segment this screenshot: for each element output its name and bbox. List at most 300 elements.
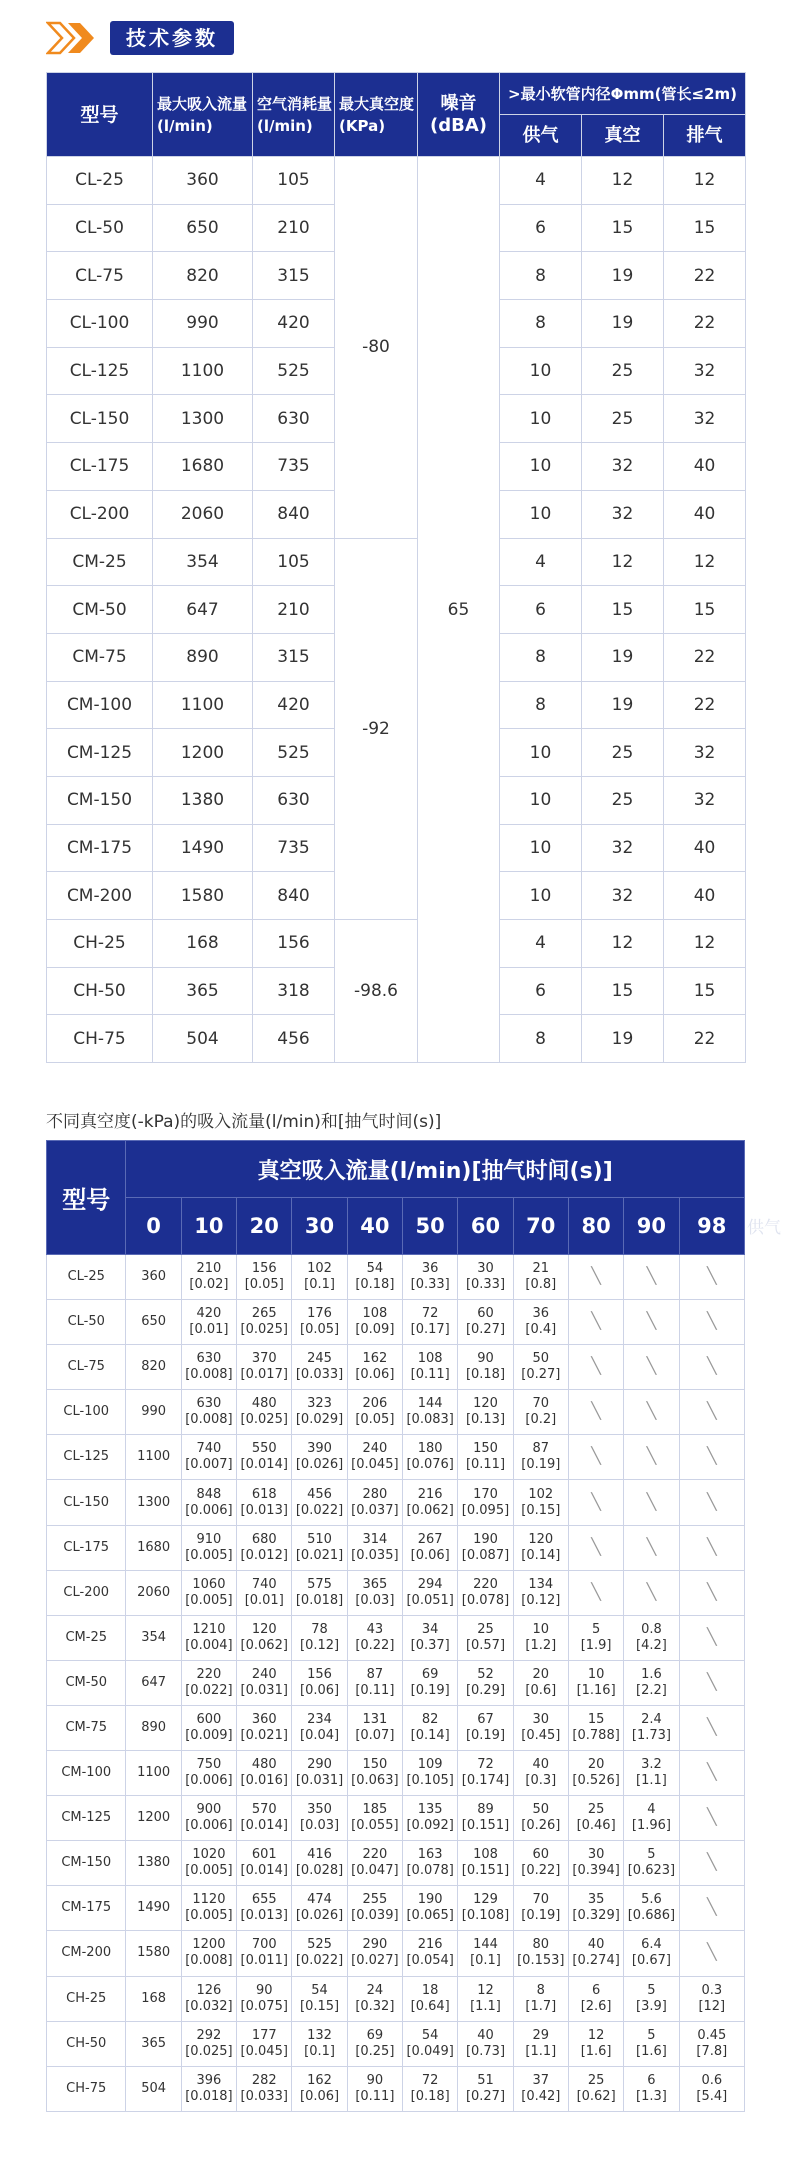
flow-value: 30: [587, 1847, 605, 1863]
evac-time: [2.6]: [580, 1998, 612, 2014]
flow-value: 34: [421, 1621, 439, 1637]
flow-value: 90: [477, 1351, 494, 1367]
evac-time: [1.3]: [636, 2088, 667, 2104]
evac-time: [0.075]: [240, 1998, 288, 2014]
flow-value: 35: [587, 1892, 605, 1908]
evac-time: [0.174]: [461, 1773, 510, 1789]
flow-value: 18: [421, 1982, 439, 1998]
evac-time: [0.45]: [521, 1727, 561, 1743]
flow-value: 40: [532, 1757, 550, 1773]
spec-model: CM-200: [47, 872, 153, 920]
flow-value: 102: [307, 1261, 332, 1277]
flow-cell: [458, 1751, 513, 1796]
flow-cell: [237, 1435, 292, 1480]
evac-time: [0.22]: [355, 1637, 395, 1653]
flow-value: 72: [421, 2072, 439, 2088]
spec-vacuum: 12: [582, 920, 664, 968]
flow-cell: [568, 1615, 623, 1660]
flow-value: 1200: [192, 1937, 226, 1953]
evac-time: [0.329]: [572, 1908, 620, 1924]
col-hose-group-header: >最小软管内径Φmm(管长≤2m): [500, 73, 746, 115]
evac-time: [0.018]: [295, 1592, 344, 1608]
evac-time: [2.2]: [636, 1682, 667, 1698]
flow-cell: [181, 1570, 236, 1615]
flow-cell: [181, 1525, 236, 1570]
flow-value: 282: [251, 2072, 277, 2088]
flow-cell: [624, 1931, 679, 1976]
flow-cell: [347, 1345, 402, 1390]
flow-value: 20: [532, 1666, 550, 1682]
not-applicable-slash: ╲: [591, 1491, 601, 1511]
flow-cell: [513, 1841, 568, 1886]
flow-table: [46, 1140, 745, 2112]
vacuum-level-header: 70: [513, 1198, 568, 1255]
evac-time: [0.11]: [410, 1367, 450, 1383]
spec-supply: 6: [500, 586, 582, 634]
flow-row: [47, 1751, 745, 1796]
spec-max-flow: 1490: [153, 824, 253, 872]
spec-model: CH-25: [47, 920, 153, 968]
flow-value: 245: [307, 1351, 332, 1367]
flow-value: 267: [417, 1531, 443, 1547]
flow-cell: [513, 1705, 568, 1750]
evac-time: [0.73]: [465, 2043, 506, 2059]
evac-time: [0.008]: [185, 1412, 233, 1428]
flow-value: 126: [196, 1982, 222, 1998]
evac-time: [0.686]: [627, 1908, 676, 1924]
flow-row: [47, 1255, 745, 1300]
flow-cell: [181, 1705, 236, 1750]
flow-value: 50: [532, 1351, 550, 1367]
flow-model: CL-175: [47, 1525, 126, 1570]
evac-time: [0.008]: [185, 1367, 233, 1383]
flow-cell: [679, 1570, 744, 1615]
flow-cell: [458, 1796, 513, 1841]
flow-cell: [624, 1345, 679, 1390]
flow-base: 1580: [126, 1931, 181, 1976]
spec-vacuum: 25: [582, 776, 664, 824]
evac-time: [0.1]: [470, 1953, 501, 1969]
evac-time: [0.19]: [521, 1457, 561, 1473]
evac-time: [1.73]: [631, 1727, 671, 1743]
flow-cell: [403, 1255, 458, 1300]
flow-value: 162: [307, 2072, 332, 2088]
flow-cell: [513, 1480, 568, 1525]
not-applicable-slash: ╲: [706, 1942, 717, 1962]
flow-cell: [458, 1525, 513, 1570]
flow-value: 177: [251, 2027, 277, 2043]
flow-value: 25: [477, 1621, 494, 1637]
flow-cell: [347, 1615, 402, 1660]
flow-value: 108: [362, 1306, 388, 1322]
flow-value: 67: [477, 1711, 494, 1727]
flow-value: 740: [196, 1441, 222, 1457]
spec-model: CL-175: [47, 443, 153, 491]
flow-base: 168: [126, 1976, 181, 2021]
evac-time: [0.013]: [240, 1908, 288, 1924]
evac-time: [0.11]: [465, 1457, 506, 1473]
evac-time: [0.014]: [240, 1818, 288, 1834]
flow-value: 102: [528, 1486, 554, 1502]
flow-value: 108: [473, 1847, 498, 1863]
flow-value: 190: [417, 1892, 443, 1908]
flow-base: 647: [126, 1660, 181, 1705]
flow-cell: [292, 1796, 347, 1841]
evac-time: [0.022]: [295, 1953, 344, 1969]
flow-cell: [403, 1525, 458, 1570]
flow-cell: [403, 2021, 458, 2066]
flow-cell: [679, 1480, 744, 1525]
flow-cell: [513, 1525, 568, 1570]
not-applicable-slash: ╲: [706, 1626, 717, 1646]
spec-vacuum: 32: [582, 490, 664, 538]
flow-cell: [181, 1841, 236, 1886]
vacuum-level-header: 80: [568, 1198, 623, 1255]
flow-base: 1490: [126, 1886, 181, 1931]
spec-max-flow: 360: [153, 157, 253, 205]
flow-cell: [181, 1886, 236, 1931]
spec-air-consumption: 630: [253, 395, 335, 443]
spec-supply: 8: [500, 681, 582, 729]
spec-supply: 10: [500, 490, 582, 538]
flow-value: 240: [251, 1666, 277, 1682]
evac-time: [0.6]: [525, 1682, 557, 1698]
spec-supply: 10: [500, 395, 582, 443]
flow-cell: [347, 1976, 402, 2021]
spec-exhaust: 15: [664, 586, 746, 634]
evac-time: [0.031]: [295, 1773, 344, 1789]
not-applicable-slash: ╲: [706, 1807, 717, 1827]
flow-row: [47, 1705, 745, 1750]
flow-cell: [403, 1660, 458, 1705]
spec-vacuum: 15: [582, 967, 664, 1015]
evac-time: [0.33]: [465, 1277, 506, 1293]
flow-value: 90: [255, 1982, 273, 1998]
not-applicable-slash: ╲: [591, 1266, 601, 1286]
flow-model: CM-25: [47, 1615, 126, 1660]
flow-value: 0.3: [701, 1982, 723, 1998]
evac-time: [0.062]: [406, 1502, 454, 1518]
vacuum-level-header: 10: [181, 1198, 236, 1255]
not-applicable-slash: ╲: [706, 1356, 717, 1376]
spec-model: CL-150: [47, 395, 153, 443]
flow-cell: [624, 2021, 679, 2066]
flow-cell: [624, 1660, 679, 1705]
vacuum-level-header: 0: [126, 1198, 181, 1255]
flow-row: [47, 1886, 745, 1931]
flow-cell: [624, 1841, 679, 1886]
evac-time: [0.005]: [185, 1908, 233, 1924]
evac-time: [0.46]: [576, 1818, 616, 1834]
flow-value: 575: [307, 1576, 332, 1592]
flow-model: CM-200: [47, 1931, 126, 1976]
flow-value: 550: [251, 1441, 277, 1457]
flow-value: 190: [473, 1531, 498, 1547]
evac-time: [0.13]: [465, 1412, 506, 1428]
flow-value: 150: [362, 1757, 388, 1773]
evac-time: [0.054]: [406, 1953, 454, 1969]
flow-model: CL-75: [47, 1345, 126, 1390]
evac-time: [0.026]: [295, 1908, 344, 1924]
flow-value: 265: [251, 1306, 277, 1322]
flow-value: 80: [532, 1937, 550, 1953]
flow-value: 54: [311, 1982, 328, 1998]
flow-value: 87: [532, 1441, 550, 1457]
spec-vacuum: 19: [582, 252, 664, 300]
flow-cell: [237, 1480, 292, 1525]
evac-time: [0.021]: [240, 1727, 288, 1743]
flow-cell: [568, 1751, 623, 1796]
flow-value: 87: [366, 1666, 384, 1682]
evac-time: [0.07]: [355, 1727, 395, 1743]
col-air-consumption-header: 空气消耗量(l/min): [253, 73, 335, 157]
flow-cell: [624, 1886, 679, 1931]
evac-time: [0.11]: [355, 2088, 395, 2104]
evac-time: [0.055]: [351, 1818, 399, 1834]
spec-model: CL-75: [47, 252, 153, 300]
flow-value: 2.4: [641, 1711, 662, 1727]
spec-exhaust: 40: [664, 824, 746, 872]
spec-air-consumption: 315: [253, 633, 335, 681]
flow-value: 72: [477, 1757, 494, 1773]
section-title: 技术参数: [110, 21, 234, 55]
spec-max-flow: 650: [153, 204, 253, 252]
flow-cell: [347, 1525, 402, 1570]
spec-supply: 8: [500, 633, 582, 681]
spec-max-flow: 990: [153, 300, 253, 348]
flow-value: 120: [473, 1396, 498, 1412]
flow-value: 600: [196, 1711, 222, 1727]
flow-model: CL-100: [47, 1390, 126, 1435]
evac-time: [0.15]: [300, 1998, 340, 2014]
not-applicable-slash: ╲: [591, 1581, 601, 1601]
col-exhaust-header: 排气: [664, 115, 746, 157]
evac-time: [0.092]: [406, 1818, 454, 1834]
spec-air-consumption: 735: [253, 824, 335, 872]
flow-value: 240: [362, 1441, 388, 1457]
spec-vacuum: 19: [582, 633, 664, 681]
spec-table: [46, 72, 746, 1063]
flow-value: 1060: [192, 1576, 226, 1592]
flow-cell: [568, 1255, 623, 1300]
flow-cell: [679, 1660, 744, 1705]
spec-max-flow: 2060: [153, 490, 253, 538]
evac-time: [0.095]: [461, 1502, 510, 1518]
flow-value: 420: [196, 1306, 222, 1322]
flow-cell: [568, 1345, 623, 1390]
flow-cell: [292, 1390, 347, 1435]
not-applicable-slash: ╲: [646, 1581, 657, 1601]
evac-time: [0.026]: [295, 1457, 344, 1473]
spec-model: CL-25: [47, 157, 153, 205]
evac-time: [0.006]: [185, 1773, 233, 1789]
evac-time: [0.045]: [240, 2043, 288, 2059]
flow-cell: [237, 1976, 292, 2021]
flow-cell: [292, 2066, 347, 2111]
spec-supply: 6: [500, 204, 582, 252]
flow-cell: [237, 1931, 292, 1976]
flow-value: 29: [532, 2027, 550, 2043]
evac-time: [0.018]: [185, 2088, 233, 2104]
evac-time: [0.64]: [410, 1998, 450, 2014]
flow-cell: [513, 1345, 568, 1390]
flow-value: 290: [362, 1937, 388, 1953]
spec-air-consumption: 318: [253, 967, 335, 1015]
evac-time: [0.06]: [355, 1367, 395, 1383]
flow-cell: [458, 1255, 513, 1300]
flow-cell: [568, 1931, 623, 1976]
evac-time: [0.2]: [525, 1412, 557, 1428]
evac-time: [0.039]: [351, 1908, 399, 1924]
flow-cell: [513, 1255, 568, 1300]
spec-air-consumption: 456: [253, 1015, 335, 1063]
col-max-vacuum-header: 最大真空度(KPa): [335, 73, 418, 157]
flow-value: 132: [307, 2027, 332, 2043]
flow-cell: [679, 1255, 744, 1300]
flow-value: 180: [417, 1441, 443, 1457]
evac-time: [0.18]: [410, 2088, 450, 2104]
spec-exhaust: 40: [664, 443, 746, 491]
spec-max-flow: 1200: [153, 729, 253, 777]
flow-cell: [403, 1976, 458, 2021]
evac-time: [0.006]: [185, 1818, 233, 1834]
evac-time: [0.3]: [525, 1773, 557, 1789]
flow-cell: [513, 1751, 568, 1796]
flow-cell: [237, 2021, 292, 2066]
flow-row: [47, 1660, 745, 1705]
spec-supply: 4: [500, 920, 582, 968]
flow-base: 2060: [126, 1570, 181, 1615]
flow-value: 280: [362, 1486, 388, 1502]
not-applicable-slash: ╲: [646, 1446, 657, 1466]
spec-vacuum: 25: [582, 729, 664, 777]
flow-base: 1200: [126, 1796, 181, 1841]
spec-model: CL-100: [47, 300, 153, 348]
flow-value: 750: [196, 1757, 222, 1773]
spec-max-flow: 1380: [153, 776, 253, 824]
evac-time: [0.18]: [465, 1367, 506, 1383]
flow-value: 216: [417, 1486, 443, 1502]
flow-value: 109: [417, 1757, 443, 1773]
flow-value: 134: [528, 1576, 554, 1592]
flow-model: CM-150: [47, 1841, 126, 1886]
flow-cell: [237, 1615, 292, 1660]
spec-max-vacuum: -98.6: [335, 920, 418, 1063]
evac-time: [0.12]: [521, 1592, 561, 1608]
flow-value: 6.4: [641, 1937, 662, 1953]
evac-time: [0.25]: [355, 2043, 395, 2059]
evac-time: [0.67]: [631, 1953, 671, 1969]
flow-cell: [181, 1255, 236, 1300]
flow-value: 0.8: [641, 1621, 662, 1637]
flow-cell: [292, 1841, 347, 1886]
evac-time: [0.19]: [465, 1727, 506, 1743]
flow-value: 510: [307, 1531, 332, 1547]
flow-cell: [347, 1660, 402, 1705]
vacuum-level-header: 40: [347, 1198, 402, 1255]
flow-value: 390: [307, 1441, 332, 1457]
flow-cell: [181, 1345, 236, 1390]
not-applicable-slash: ╲: [706, 1401, 717, 1421]
flow-cell: [568, 1886, 623, 1931]
spec-model: CH-75: [47, 1015, 153, 1063]
flow-cell: [292, 1300, 347, 1345]
flow-base: 360: [126, 1255, 181, 1300]
flow-cell: [181, 1796, 236, 1841]
flow-cell: [679, 1886, 744, 1931]
spec-exhaust: 15: [664, 967, 746, 1015]
spec-exhaust: 12: [664, 538, 746, 586]
flow-cell: [513, 1796, 568, 1841]
spec-exhaust: 40: [664, 490, 746, 538]
spec-air-consumption: 315: [253, 252, 335, 300]
flow-value: 396: [196, 2072, 222, 2088]
not-applicable-slash: ╲: [591, 1311, 601, 1331]
evac-time: [0.09]: [355, 1322, 395, 1338]
flow-value: 210: [196, 1261, 222, 1277]
flow-base: 1100: [126, 1751, 181, 1796]
flow-cell: [679, 1300, 744, 1345]
flow-cell: [181, 1615, 236, 1660]
spec-vacuum: 12: [582, 157, 664, 205]
not-applicable-slash: ╲: [706, 1897, 717, 1917]
evac-time: [0.051]: [406, 1592, 454, 1608]
flow-value: 36: [532, 1306, 550, 1322]
flow-row: [47, 1345, 745, 1390]
flow-cell: [458, 2066, 513, 2111]
flow-base: 650: [126, 1300, 181, 1345]
flow-value: 370: [251, 1351, 277, 1367]
flow-cell: [679, 1931, 744, 1976]
spec-exhaust: 12: [664, 157, 746, 205]
evac-time: [0.01]: [189, 1322, 229, 1338]
evac-time: [0.153]: [517, 1953, 565, 1969]
flow-value: 131: [362, 1711, 388, 1727]
evac-time: [0.17]: [410, 1322, 450, 1338]
evac-time: [0.032]: [185, 1998, 233, 2014]
flow-model: CH-25: [47, 1976, 126, 2021]
flow-value: 12: [477, 1982, 494, 1998]
flow-value: 78: [311, 1621, 328, 1637]
evac-time: [3.9]: [636, 1998, 667, 2014]
flow-cell: [181, 1435, 236, 1480]
flow-value: 170: [473, 1486, 498, 1502]
flow-cell: [624, 1751, 679, 1796]
not-applicable-slash: ╲: [591, 1401, 601, 1421]
flow-value: 108: [417, 1351, 443, 1367]
spec-supply: 10: [500, 443, 582, 491]
flow-cell: [458, 1300, 513, 1345]
not-applicable-slash: ╲: [706, 1581, 717, 1601]
spec-exhaust: 22: [664, 681, 746, 729]
spec-model: CM-175: [47, 824, 153, 872]
evac-time: [0.013]: [240, 1502, 288, 1518]
evac-time: [1.9]: [580, 1637, 612, 1653]
flow-cell: [458, 1435, 513, 1480]
spec-max-flow: 1300: [153, 395, 253, 443]
flow-cell: [513, 1615, 568, 1660]
not-applicable-slash: ╲: [591, 1536, 601, 1556]
flow-cell: [679, 1751, 744, 1796]
flow-cell: [568, 2066, 623, 2111]
not-applicable-slash: ╲: [646, 1266, 657, 1286]
not-applicable-slash: ╲: [646, 1356, 657, 1376]
evac-time: [0.028]: [295, 1863, 344, 1879]
flow-cell: [347, 1705, 402, 1750]
flow-model: CL-200: [47, 1570, 126, 1615]
flow-cell: [624, 1255, 679, 1300]
evac-time: [0.025]: [240, 1322, 288, 1338]
